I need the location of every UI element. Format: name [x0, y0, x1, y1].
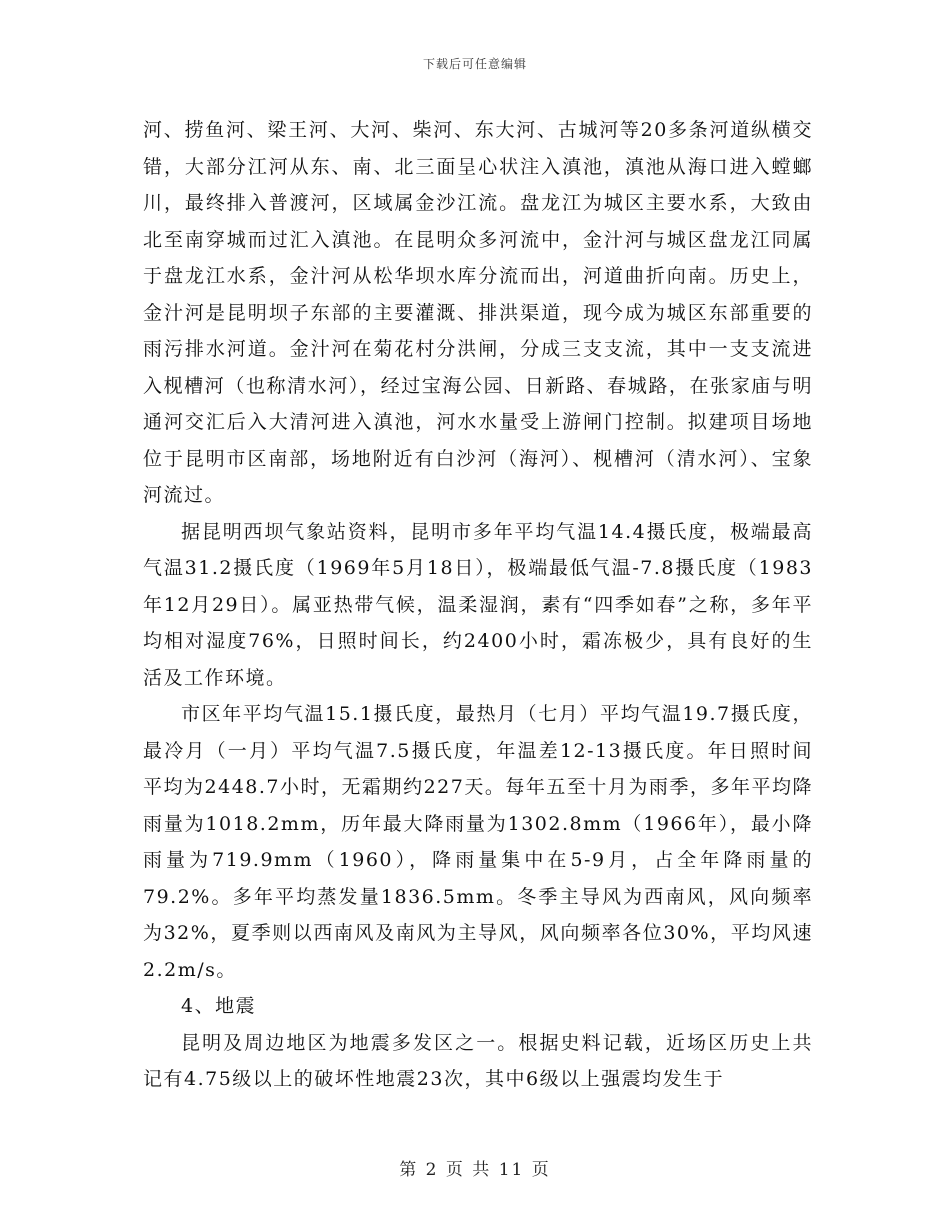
paragraph-climate-station: 据昆明西坝气象站资料，昆明市多年平均气温14.4摄氏度，极端最高气温31.2摄氏度（1969年5月18日），极端最低气温-7.8摄氏度（1983年12月29日）。属亚热带气候，温柔湿润，素有“四季如春”之称，多年平均相对湿度76%，日照时间长，约2400小时，霜冻极少，具有良好的生活及工作环境。	[143, 520, 813, 689]
paragraph-earthquake: 昆明及周边地区为地震多发区之一。根据史料记载，近场区历史上共记有4.75级以上的破坏性地震23次，其中6级以上强震均发生于	[143, 1031, 813, 1090]
paragraph-rivers: 河、捞鱼河、梁王河、大河、柴河、东大河、古城河等20多条河道纵横交错，大部分江河从东、南、北三面呈心状注入滇池，滇池从海口进入螳螂川，最终排入普渡河，区域属金沙江流。盘龙江为城区主要水系，大致由北至南穿城而过汇入滇池。在昆明众多河流中，金汁河与城区盘龙江同属于盘龙江水系，金汁河从松华坝水库分流而出，河道曲折向南。历史上，金汁河是昆明坝子东部的主要灌溉、排洪渠道，现今成为城区东部重要的雨污排水河道。金汁河在菊花村分洪闸，分成三支支流，其中一支支流进入枧槽河（也称清水河），经过宝海公园、日新路、春城路，在张家庙与明通河交汇后入大清河进入滇池，河水水量受上游闸门控制。拟建项目场地位于昆明市区南部，场地附近有白沙河（海河）、枧槽河（清水河）、宝象河流过。	[143, 119, 813, 506]
section-heading-earthquake: 4、地震	[181, 995, 257, 1017]
page-number-footer: 第 2 页 共 11 页	[399, 1160, 551, 1180]
paragraph-city-climate: 市区年平均气温15.1摄氏度，最热月（七月）平均气温19.7摄氏度，最冷月（一月）平均气温7.5摄氏度，年温差12-13摄氏度。年日照时间平均为2448.7小时，无霜期约227天。每年五至十月为雨季，多年平均降雨量为1018.2mm，历年最大降雨量为1302.8mm（1966年），最小降雨量为719.9mm（1960），降雨量集中在5-9月，占全年降雨量的79.2%。多年平均蒸发量1836.5mm。冬季主导风为西南风，风向频率为32%，夏季则以西南风及南风为主导风，风向频率各位30%，平均风速2.2m/s。	[143, 703, 813, 981]
document-body	[143, 112, 813, 1098]
header-note: 下载后可任意编辑	[422, 57, 527, 71]
